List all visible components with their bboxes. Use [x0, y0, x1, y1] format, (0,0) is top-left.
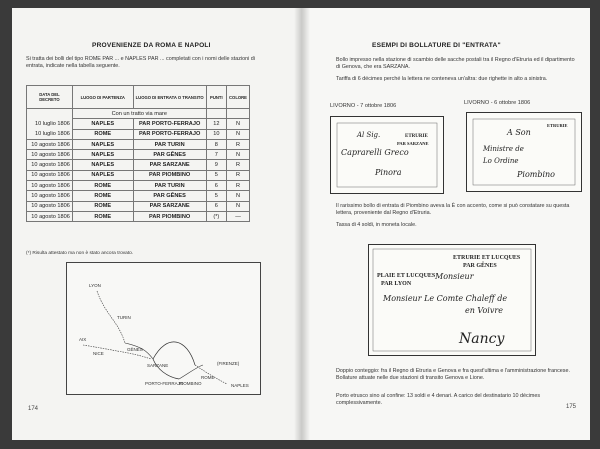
- table-cell: [206, 109, 226, 119]
- map-label-aix: AIX: [79, 337, 87, 342]
- cover-1-postmark: ETRURIE: [405, 134, 428, 139]
- date-cell: 10 luglio 1806: [35, 130, 70, 137]
- entry-cell: PAR TURIN: [133, 181, 206, 191]
- entry-cell: PAR GÊNES: [133, 150, 206, 160]
- col-header-date: DATA DEL DECRETO: [27, 86, 73, 109]
- table-row: [27, 211, 250, 221]
- table-header-row: [27, 86, 250, 109]
- right-para-3: Il rarissimo bollo di entrata di Piombino aveva la È con accento, come si può constatare su questa lettera, proveniente dal Regno d'Etruria.: [336, 203, 570, 216]
- entry-cell: PAR GÊNES: [133, 191, 206, 201]
- origin-cell: NAPLES: [72, 139, 133, 149]
- map-label-piombino: PIOMBINO: [179, 381, 202, 386]
- cover-1-handwriting: Caprarelli Greco: [341, 148, 409, 157]
- table-row: [27, 139, 250, 149]
- decree-table: [26, 85, 250, 222]
- origin-cell: ROME: [72, 129, 133, 139]
- cover-3-handwriting: Monsieur Le Comte Chaleff de: [383, 294, 508, 303]
- map-label-sarzane: SARZANE: [147, 363, 169, 368]
- cover-1-handwriting: Pinora: [375, 168, 402, 177]
- table-row: [27, 191, 250, 201]
- col-header-points: PUNTI: [206, 86, 226, 109]
- route-line: [179, 365, 203, 379]
- cover-2-handwriting: A Son: [507, 128, 531, 137]
- table-row: [27, 150, 250, 160]
- points-cell: 12: [206, 119, 226, 129]
- route-map: [66, 262, 261, 395]
- table-row: [27, 160, 250, 170]
- left-page-title: PROVENIENZE DA ROMA E NAPOLI: [92, 42, 211, 49]
- color-cell: N: [226, 201, 249, 211]
- entry-cell: PAR PORTO-FERRAJO: [133, 119, 206, 129]
- color-cell: R: [226, 181, 249, 191]
- entry-cell: PAR TURIN: [133, 139, 206, 149]
- points-cell: 9: [206, 160, 226, 170]
- cover-1-drawing: [331, 117, 443, 193]
- right-para-4: Tassa di 4 soldi, in moneta locale.: [336, 222, 417, 228]
- col-header-entry: LUOGO DI ENTRATA O TRANSITO: [133, 86, 206, 109]
- color-cell: N: [226, 191, 249, 201]
- origin-cell: ROME: [72, 191, 133, 201]
- cover-livorno-2: [466, 112, 582, 192]
- map-label-lyon: LYON: [89, 283, 101, 288]
- origin-cell: NAPLES: [72, 160, 133, 170]
- right-para-2: Tariffa di 6 décimes perché la lettera ne conteneva un'altra: due righette in alto a sinistra.: [336, 76, 548, 82]
- cover-3-postmark: ETRURIE ET LUCQUES: [453, 255, 521, 261]
- map-label-firenze: (FIRENZE): [217, 361, 240, 366]
- map-label-genes: GÊNES: [127, 347, 143, 352]
- table-row: [27, 109, 250, 119]
- color-cell: R: [226, 160, 249, 170]
- map-label-turin: TURIN: [117, 315, 131, 320]
- right-para-6: Porto etrusco sino al confine: 13 soldi e 4 denari. A carico del destinatario 10 décimes complessivamente.: [336, 393, 541, 406]
- right-page-number: 175: [566, 404, 577, 410]
- table-row: [27, 201, 250, 211]
- origin-cell: ROME: [72, 181, 133, 191]
- origin-cell: NAPLES: [72, 119, 133, 129]
- table-cell-dates: [27, 109, 73, 140]
- cover-3-postmark: PAR GÊNES: [463, 263, 497, 269]
- table-cell: [226, 109, 249, 119]
- right-para-5: Doppio conteggio: fra il Regno di Etruria e Genova e fra quest'ultima e l'amministrazione francese. Bollature attuate nelle due stazioni di transito Genova e Lione.: [336, 368, 570, 381]
- sea-route-note: Con un tratto via mare: [72, 109, 206, 119]
- color-cell: N: [226, 129, 249, 139]
- entry-cell: PAR PIOMBINO: [133, 170, 206, 180]
- date-cell: 10 agosto 1806: [27, 201, 73, 211]
- cover-2-handwriting: Lo Ordine: [483, 157, 519, 165]
- cover-2-drawing: [467, 113, 581, 191]
- caption-cover-2: LIVORNO - 6 ottobre 1806: [464, 100, 531, 106]
- color-cell: R: [226, 139, 249, 149]
- date-cell: 10 agosto 1806: [27, 170, 73, 180]
- entry-cell: PAR PORTO-FERRAJO: [133, 129, 206, 139]
- origin-cell: ROME: [72, 201, 133, 211]
- table-row: [27, 181, 250, 191]
- points-cell: 7: [206, 150, 226, 160]
- points-cell: 5: [206, 170, 226, 180]
- route-line: [153, 342, 195, 365]
- cover-1-handwriting: Al Sig.: [357, 131, 381, 139]
- color-cell: R: [226, 170, 249, 180]
- cover-3-handwriting: en Voivre: [465, 306, 503, 315]
- cover-double-count: [368, 244, 536, 356]
- origin-cell: ROME: [72, 211, 133, 221]
- book-spine: [294, 8, 310, 440]
- route-line: [153, 359, 179, 379]
- color-cell: N: [226, 150, 249, 160]
- cover-livorno-1: [330, 116, 444, 194]
- date-cell: 10 luglio 1806: [35, 120, 70, 127]
- origin-cell: NAPLES: [72, 170, 133, 180]
- left-intro-text: Si tratta dei bolli del tipo ROME PAR ... e NAPLES PAR ... completati con i nomi delle stazioni di entrata, indicate nella tabella seguente.: [26, 56, 256, 69]
- col-header-color: COLORE: [226, 86, 249, 109]
- origin-cell: NAPLES: [72, 150, 133, 160]
- cover-1-postmark: PAR SARZANE: [397, 141, 429, 146]
- points-cell: (*): [206, 211, 226, 221]
- col-header-origin: LUOGO DI PARTENZA: [72, 86, 133, 109]
- map-label-nice: NICE: [93, 351, 104, 356]
- map-label-rome: ROME: [201, 375, 215, 380]
- table-footnote: (*) Risulta attestato ma non è stato ancora trovato.: [26, 251, 134, 256]
- entry-cell: PAR SARZANE: [133, 160, 206, 170]
- cover-3-postmark: PLAIE ET LUCQUES: [377, 273, 436, 279]
- entry-cell: PAR PIOMBINO: [133, 211, 206, 221]
- points-cell: 10: [206, 129, 226, 139]
- entry-cell: PAR SARZANE: [133, 201, 206, 211]
- date-cell: 10 agosto 1806: [27, 150, 73, 160]
- map-label-naples: NAPLES: [231, 383, 249, 388]
- cover-3-handwriting: Nancy: [459, 331, 505, 347]
- cover-3-handwriting: Monsieur: [435, 272, 474, 281]
- route-map-drawing: [67, 263, 260, 394]
- color-cell: N: [226, 119, 249, 129]
- points-cell: 5: [206, 191, 226, 201]
- cover-2-handwriting: Piombino: [517, 170, 555, 179]
- date-cell: 10 agosto 1806: [27, 160, 73, 170]
- cover-2-postmark: ETRURIE: [547, 123, 568, 128]
- table-row: [27, 170, 250, 180]
- caption-cover-1: LIVORNO - 7 ottobre 1806: [330, 103, 397, 109]
- points-cell: 6: [206, 181, 226, 191]
- date-cell: 10 agosto 1806: [27, 139, 73, 149]
- cover-2-handwriting: Ministre de: [483, 145, 524, 153]
- right-para-1: Bollo impresso nella stazione di scambio delle sacche postali tra il Regno d'Etruria ed il dipartimento di Genova, che era SARZANA.: [336, 57, 575, 70]
- date-cell: 10 agosto 1806: [27, 211, 73, 221]
- points-cell: 6: [206, 201, 226, 211]
- points-cell: 8: [206, 139, 226, 149]
- cover-3-postmark: PAR LYON: [381, 281, 412, 287]
- map-label-portoferrajo: PORTO-FERRAJO: [145, 381, 184, 386]
- right-page-title: ESEMPI DI BOLLATURE DI "ENTRATA": [372, 42, 501, 49]
- color-cell: —: [226, 211, 249, 221]
- date-cell: 10 agosto 1806: [27, 191, 73, 201]
- cover-3-drawing: [369, 245, 535, 355]
- left-page-number: 174: [28, 406, 39, 412]
- date-cell: 10 agosto 1806: [27, 181, 73, 191]
